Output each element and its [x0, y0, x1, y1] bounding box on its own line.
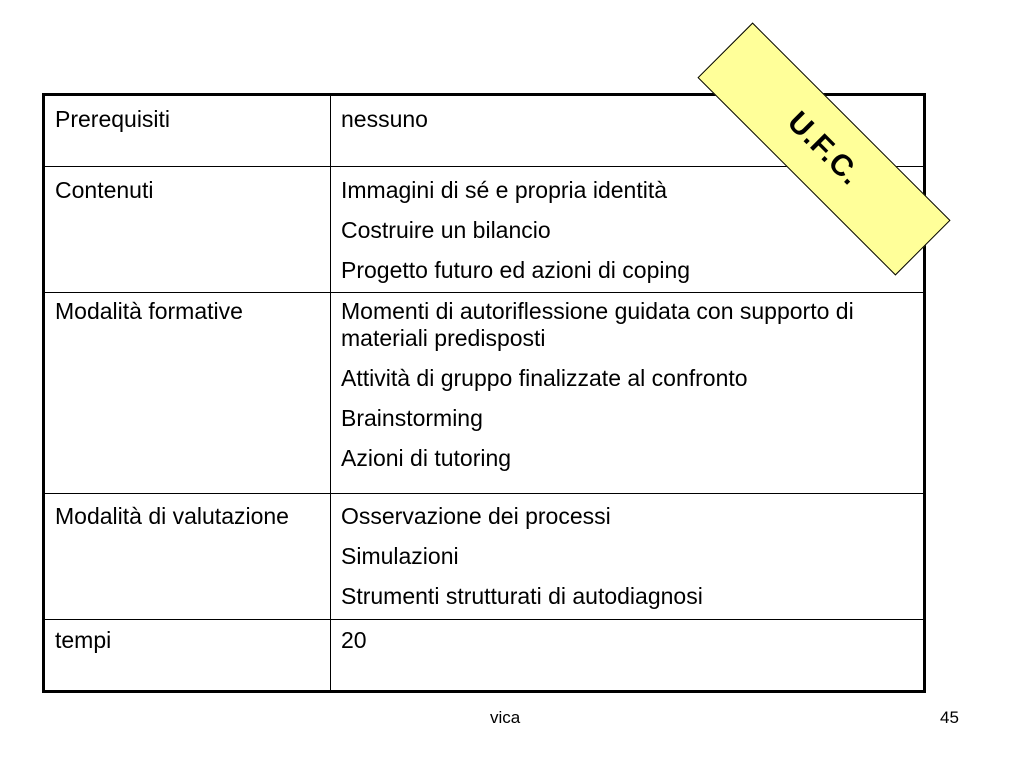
table-row	[44, 167, 925, 293]
course-table	[42, 93, 926, 693]
row-label: tempi	[44, 620, 331, 692]
content-line: Immagini di sé e propria identità	[341, 177, 667, 203]
content-line: Costruire un bilancio	[341, 217, 551, 243]
table-row	[44, 494, 925, 620]
table-row	[44, 620, 925, 692]
page-number: 45	[940, 708, 959, 727]
footer-text: vica	[490, 708, 521, 727]
content-line: Attività di gruppo finalizzate al confronto	[341, 365, 748, 391]
row-content	[331, 620, 925, 692]
row-label: Modalità formative	[44, 293, 331, 494]
content-line: Momenti di autoriflessione guidata con supporto di materiali predisposti	[341, 298, 854, 351]
content-line: Strumenti strutturati di autodiagnosi	[341, 583, 703, 609]
row-label: Modalità di valutazione	[44, 494, 331, 620]
content-line: Simulazioni	[341, 543, 459, 569]
content-line: 20	[341, 627, 367, 653]
row-label: Contenuti	[44, 167, 331, 293]
content-line: nessuno	[341, 106, 428, 132]
content-line: Osservazione dei processi	[341, 503, 611, 529]
content-line: Brainstorming	[341, 405, 483, 431]
table-row	[44, 293, 925, 494]
row-content	[331, 494, 925, 620]
banner-text: U.F.C.	[781, 105, 868, 192]
row-content	[331, 293, 925, 494]
content-line: Azioni di tutoring	[341, 445, 512, 471]
content-line: Progetto futuro ed azioni di coping	[341, 257, 691, 283]
row-label: Prerequisiti	[44, 95, 331, 167]
